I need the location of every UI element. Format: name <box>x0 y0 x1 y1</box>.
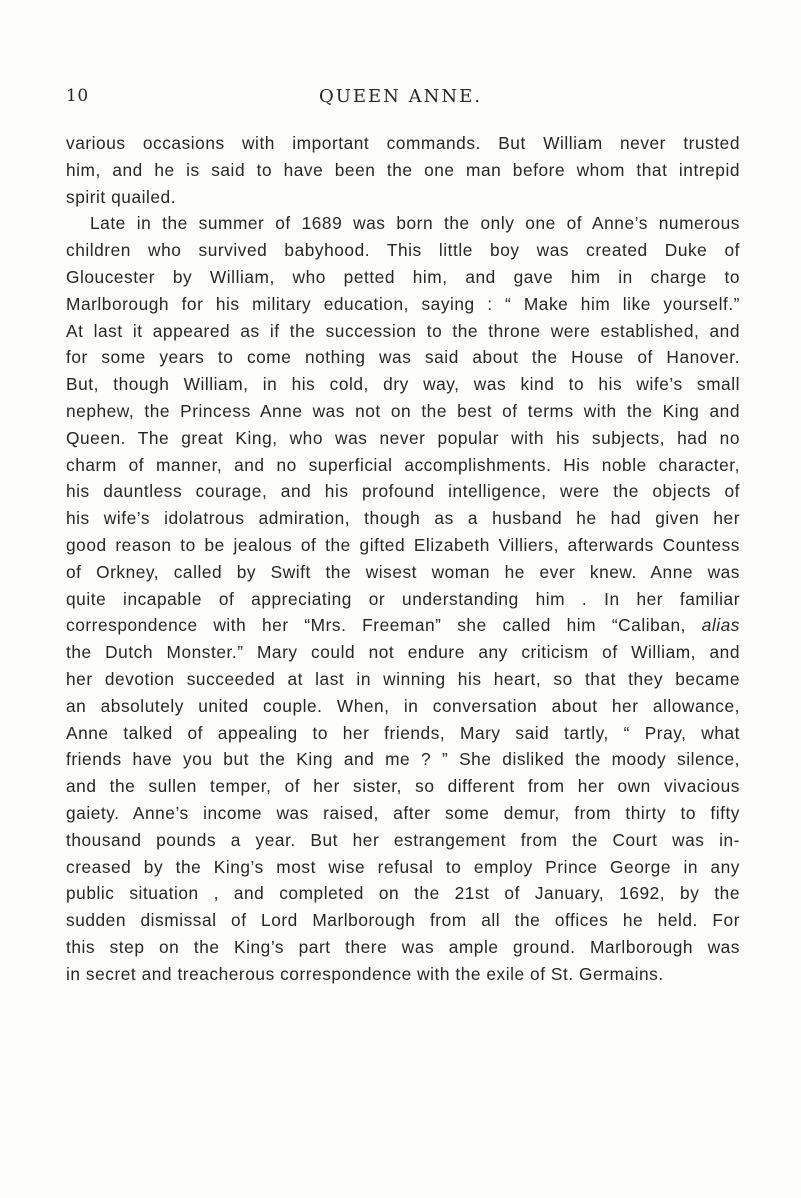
text-line <box>66 157 740 184</box>
text-line-content: in secret and treacherous correspondence with the exile of St. Germains. <box>66 963 664 984</box>
text-line-content: Queen. The great King, who was never popular with his subjects, had no <box>66 427 740 448</box>
text-line-content: sudden dismissal of Lord Marlborough from all the offices he held. For <box>66 910 740 931</box>
text-line-content: his dauntless courage, and his profound intelligence, were the objects of <box>66 481 740 502</box>
text-line <box>66 478 740 505</box>
text-line <box>66 505 740 532</box>
text-line-content: his wife’s idolatrous admiration, though as a husband he had given her <box>66 508 740 529</box>
text-line <box>66 237 740 264</box>
text-line <box>66 880 740 907</box>
text-line-content: her devotion succeeded at last in winning his heart, so that they became <box>66 668 740 689</box>
text-line <box>66 586 740 613</box>
text-line <box>66 800 740 827</box>
text-line <box>66 264 740 291</box>
text-line-content: Anne talked of appealing to her friends, Mary said tartly, “ Pray, what <box>66 722 740 743</box>
text-line <box>66 693 740 720</box>
text-line-content: thousand pounds a year. But her estrangement from the Court was in- <box>66 829 740 850</box>
text-line-content: quite incapable of appreciating or understanding him . In her familiar <box>66 588 740 609</box>
text-line <box>66 184 740 211</box>
text-line <box>66 934 740 961</box>
text-line <box>66 827 740 854</box>
text-line <box>66 452 740 479</box>
text-line-content: and the sullen temper, of her sister, so different from her own vivacious <box>66 776 740 797</box>
text-line-content: At last it appeared as if the succession to the throne were established, and <box>66 320 740 341</box>
text-line <box>66 344 740 371</box>
text-line-content: friends have you but the King and me ? ” She disliked the moody silence, <box>66 749 740 770</box>
text-line-content: spirit quailed. <box>66 186 177 207</box>
text-line-content: an absolutely united couple. When, in conversation about her allowance, <box>66 695 740 716</box>
text-line <box>66 210 740 237</box>
text-line <box>66 773 740 800</box>
text-line-content: children who survived babyhood. This little boy was created Duke of <box>66 240 740 261</box>
page-number: 10 <box>66 86 89 106</box>
text-line-content: him, and he is said to have been the one man before whom that intrepid <box>66 159 740 180</box>
text-line-with-italic <box>66 612 740 639</box>
text-line-content: for some years to come nothing was said about the House of Hanover. <box>66 347 740 368</box>
text-line <box>66 532 740 559</box>
text-line-content: of Orkney, called by Swift the wisest woman he ever knew. Anne was <box>66 561 740 582</box>
text-line <box>66 907 740 934</box>
text-line-content: Gloucester by William, who petted him, and gave him in charge to <box>66 266 740 287</box>
text-line <box>66 130 740 157</box>
text-line <box>66 425 740 452</box>
text-line-content: charm of manner, and no superficial accomplishments. His noble character, <box>66 454 740 475</box>
text-line-content: But, though William, in his cold, dry way, was kind to his wife’s small <box>66 374 740 395</box>
page-header <box>0 86 801 108</box>
text-line-content: nephew, the Princess Anne was not on the best of terms with the King and <box>66 400 740 421</box>
text-line <box>66 720 740 747</box>
text-line-content: the Dutch Monster.” Mary could not endure any criticism of William, and <box>66 642 740 663</box>
text-line <box>66 559 740 586</box>
running-head: QUEEN ANNE. <box>318 86 483 107</box>
text-line-content: Late in the summer of 1689 was born the only one of Anne’s numerous <box>90 213 740 234</box>
body-text <box>66 130 740 988</box>
italic-word: alias <box>701 615 740 636</box>
text-line <box>66 318 740 345</box>
text-line <box>66 371 740 398</box>
text-line <box>66 854 740 881</box>
text-line <box>66 291 740 318</box>
text-line <box>66 666 740 693</box>
text-line-content: this step on the King’s part there was ample ground. Marlborough was <box>66 936 740 957</box>
text-line <box>66 639 740 666</box>
text-line <box>66 961 740 988</box>
text-line-content: public situation , and completed on the 21st of January, 1692, by the <box>66 883 740 904</box>
text-line <box>66 746 740 773</box>
text-line-content: correspondence with her “Mrs. Freeman” she called him “Caliban, <box>66 615 686 636</box>
text-line <box>66 398 740 425</box>
text-line-content: good reason to be jealous of the gifted Elizabeth Villiers, afterwards Countess <box>66 534 740 555</box>
text-line-content: Marlborough for his military education, saying : “ Make him like yourself.” <box>66 293 740 314</box>
text-line <box>66 612 740 639</box>
text-line-content: various occasions with important commands. But William never trusted <box>66 133 740 153</box>
text-line-content: creased by the King’s most wise refusal to employ Prince George in any <box>66 856 740 877</box>
text-line-content: gaiety. Anne’s income was raised, after some demur, from thirty to fifty <box>66 802 740 823</box>
